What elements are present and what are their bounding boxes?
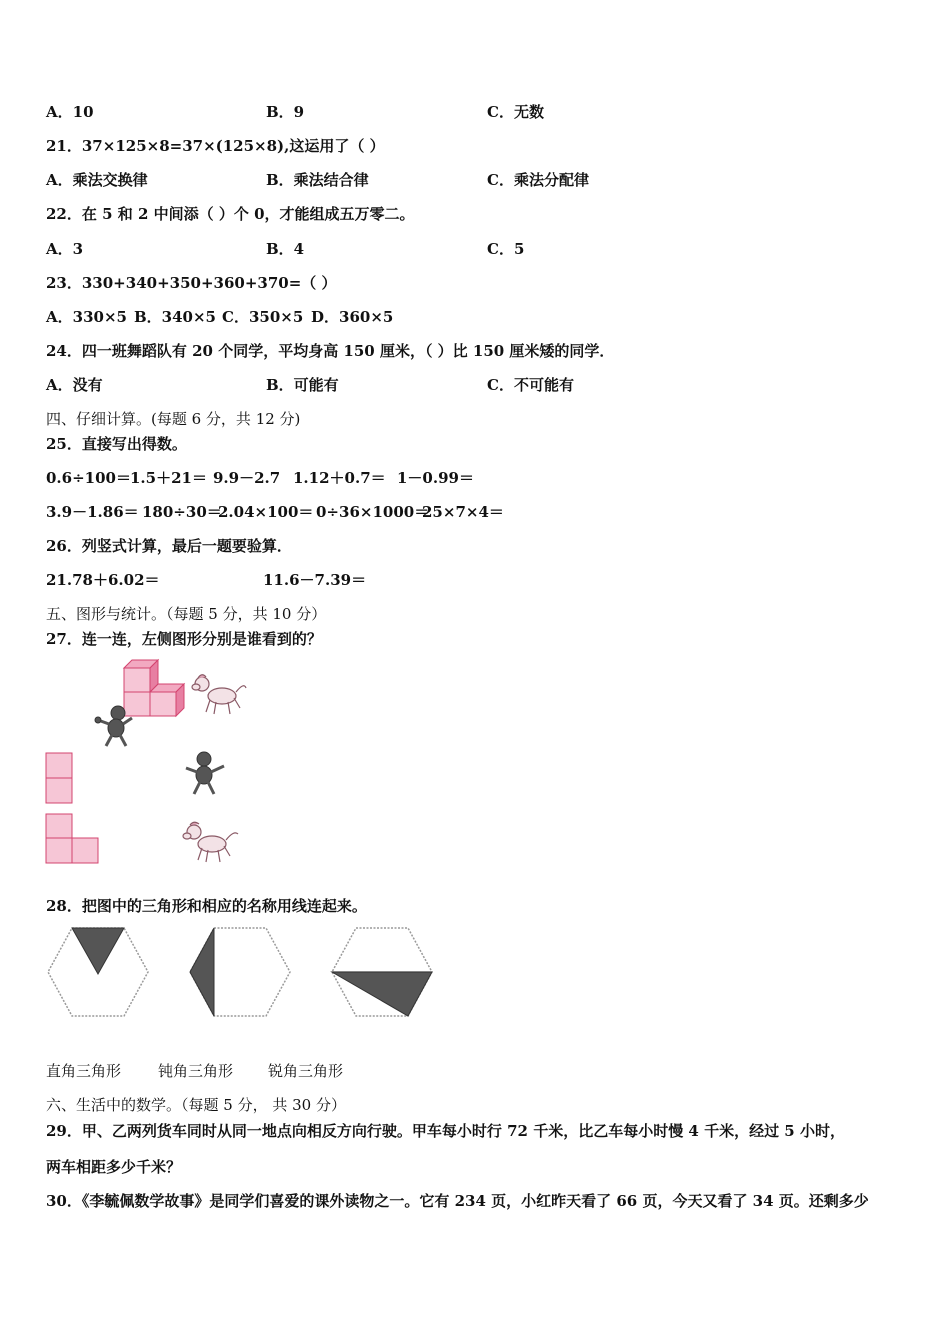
q25-r1-1: 0.6÷100＝	[46, 469, 131, 487]
q28-name-right: 直角三角形	[46, 1062, 122, 1080]
q29-line-2: 两车相距多少千米？	[46, 1158, 182, 1176]
q23-option-c[interactable]: C．350×5	[222, 308, 304, 326]
q22-option-a[interactable]: A．3	[46, 240, 84, 258]
q25-r2-4: 0÷36×1000＝	[316, 503, 430, 521]
q24-stem: 24．四一班舞蹈队有 20 个同学，平均身高 150 厘米，（ ）比 150 厘米矮的同学．	[46, 342, 615, 360]
q22-option-c[interactable]: C．5	[487, 240, 525, 258]
q20-option-b[interactable]: B．9	[266, 103, 305, 121]
q25-r2-2: 180÷30＝	[142, 503, 222, 521]
hexagon-acute-triangle-figure	[330, 926, 434, 1020]
q30-line-1: 30．《李毓佩数学故事》是同学们喜爱的课外读物之一。它有 234 页，小红昨天看了 66 页，今天又看了 34 页。还剩多少	[46, 1192, 869, 1210]
q25-r1-4: 1.12＋0.7＝	[293, 469, 386, 487]
q23-option-d[interactable]: D．360×5	[311, 308, 394, 326]
q26-item-2: 11.6－7.39＝	[263, 571, 367, 589]
view-shape-l	[45, 813, 101, 865]
q24-option-a[interactable]: A．没有	[46, 376, 103, 394]
q24-option-b[interactable]: B．可能有	[266, 376, 339, 394]
q26-item-1: 21.78＋6.02＝	[46, 571, 160, 589]
cube-front-bottom-right	[150, 692, 176, 716]
hexagon-obtuse-triangle-figure	[188, 926, 292, 1020]
q29-line-1: 29．甲、乙两列货车同时从同一地点向相反方向行驶。甲车每小时行 72 千米，比乙车每小时慢 4 千米，经过 5 小时，	[46, 1122, 845, 1140]
q23-option-b[interactable]: B．340×5	[134, 308, 216, 326]
monkey-icon-2	[182, 750, 228, 796]
section-4-heading: 四、仔细计算。(每题 6 分，共 12 分)	[46, 410, 301, 428]
section-6-heading: 六、生活中的数学。（每题 5 分， 共 30 分）	[46, 1096, 346, 1114]
q26-stem: 26．列竖式计算，最后一题要验算．	[46, 537, 292, 555]
hexagon-right-triangle-figure	[46, 926, 150, 1020]
q20-option-c[interactable]: C．无数	[487, 103, 544, 121]
q25-r2-3: 2.04×100＝	[218, 503, 314, 521]
q23-stem: 23．330+340+350+360+370=（ ）	[46, 274, 337, 292]
dog-icon-2	[182, 820, 242, 864]
dog-icon	[190, 672, 248, 716]
q22-stem: 22．在 5 和 2 中间添（ ）个 0，才能组成五万零二。	[46, 205, 415, 223]
view-shape-column	[45, 752, 75, 806]
section-5-heading: 五、图形与统计。（每题 5 分，共 10 分）	[46, 605, 327, 623]
q25-r2-5: 25×7×4＝	[422, 503, 504, 521]
q21-option-b[interactable]: B．乘法结合律	[266, 171, 369, 189]
q21-option-c[interactable]: C．乘法分配律	[487, 171, 589, 189]
monkey-icon	[92, 704, 136, 748]
shaded-triangle-2	[190, 928, 214, 1016]
q24-option-c[interactable]: C．不可能有	[487, 376, 574, 394]
q28-name-obtuse: 钝角三角形	[158, 1062, 234, 1080]
q28-stem: 28．把图中的三角形和相应的名称用线连起来。	[46, 897, 367, 915]
q27-stem: 27．连一连，左侧图形分别是谁看到的？	[46, 630, 322, 648]
q25-r2-1: 3.9－1.86＝	[46, 503, 139, 521]
q25-r1-2: 1.5＋21＝	[130, 469, 207, 487]
q21-option-a[interactable]: A．乘法交换律	[46, 171, 148, 189]
q23-option-a[interactable]: A．330×5	[46, 308, 127, 326]
q22-option-b[interactable]: B．4	[266, 240, 305, 258]
q25-stem: 25．直接写出得数。	[46, 435, 187, 453]
q28-name-acute: 锐角三角形	[268, 1062, 344, 1080]
q21-stem: 21．37×125×8=37×(125×8),这运用了（ ）	[46, 137, 385, 155]
cube-front-top	[124, 668, 150, 692]
q20-option-a[interactable]: A．10	[46, 103, 94, 121]
q25-r1-5: 1－0.99＝	[397, 469, 474, 487]
q25-r1-3: 9.9－2.7	[213, 469, 281, 487]
